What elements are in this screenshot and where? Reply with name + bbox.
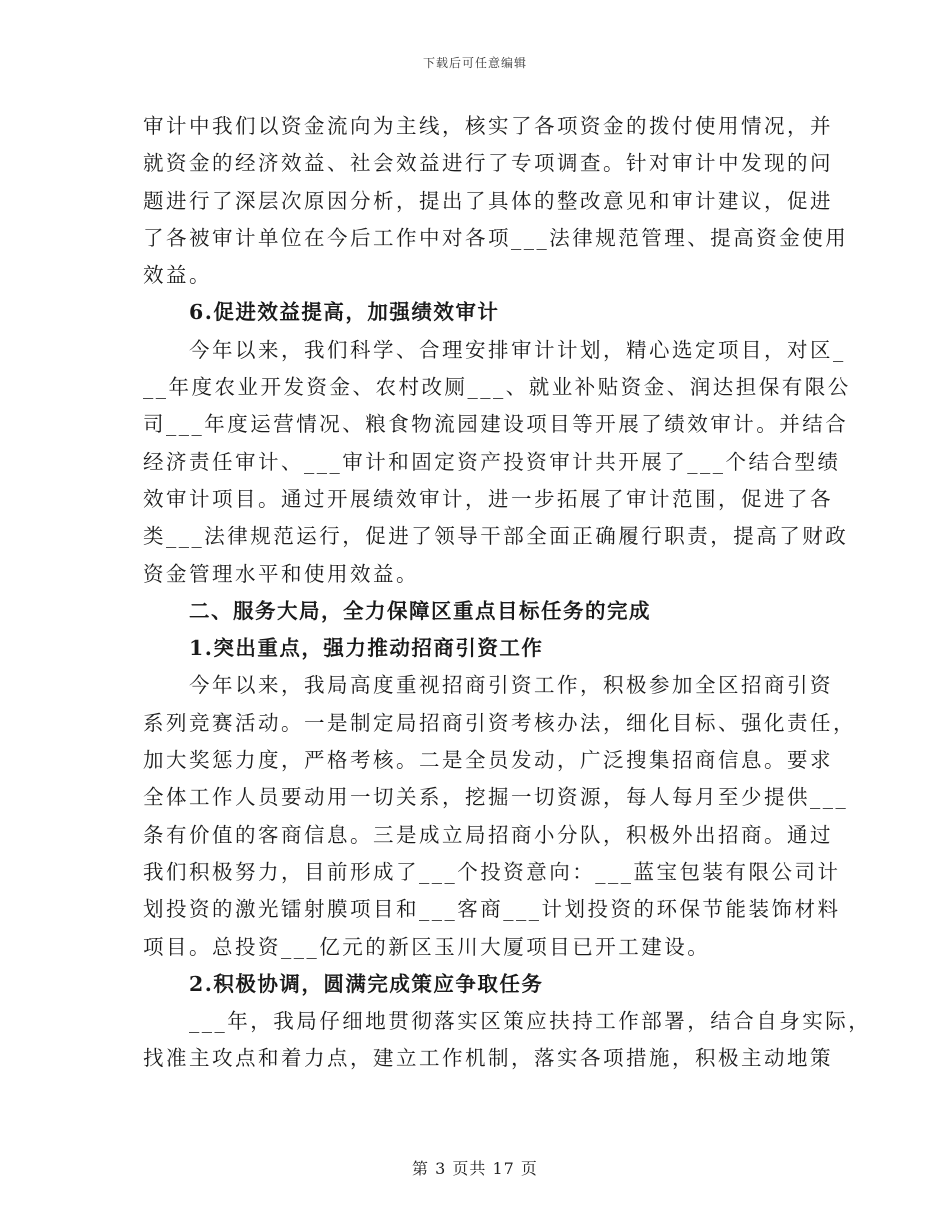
body-line: 效益。 xyxy=(143,263,212,288)
body-line: 系列竞赛活动。一是制定局招商引资考核办法，细化目标、强化责任， xyxy=(143,710,856,735)
body-line: 全体工作人员要动用一切关系，挖掘一切资源，每人每月至少提供___ xyxy=(143,785,849,810)
section-heading: 2.积极协调，圆满完成策应争取任务 xyxy=(189,971,544,996)
body-line: 项目。总投资___亿元的新区玉川大厦项目已开工建设。 xyxy=(143,934,711,959)
body-line: 我们积极努力，目前形成了___个投资意向：___蓝宝包装有限公司计 xyxy=(143,859,841,884)
document-body xyxy=(143,108,872,1078)
body-line: ___年，我局仔细地贯彻落实区策应扶持工作部署，结合自身实际， xyxy=(189,1009,872,1034)
body-line: 题进行了深层次原因分析，提出了具体的整改意见和审计建议，促进 xyxy=(143,188,833,213)
section-heading: 6.促进效益提高，加强绩效审计 xyxy=(189,300,500,325)
body-line: 司___年度运营情况、粮食物流园建设项目等开展了绩效审计。并结合 xyxy=(143,412,849,437)
body-line: __年度农业开发资金、农村改厕___、就业补贴资金、润达担保有限公 xyxy=(143,375,851,400)
body-line: 加大奖惩力度，严格考核。二是全员发动，广泛搜集招商信息。要求 xyxy=(143,748,833,773)
body-line: 条有价值的客商信息。三是成立局招商小分队，积极外出招商。通过 xyxy=(143,822,833,847)
body-line: 审计中我们以资金流向为主线，核实了各项资金的拨付使用情况，并 xyxy=(143,114,833,138)
body-line: 类___法律规范运行，促进了领导干部全面正确履行职责，提高了财政 xyxy=(143,524,849,549)
body-line: 找准主攻点和着力点，建立工作机制，落实各项措施，积极主动地策 xyxy=(143,1046,833,1071)
body-line: 今年以来，我局高度重视招商引资工作，积极参加全区招商引资 xyxy=(189,673,833,698)
body-line: 就资金的经济效益、社会效益进行了专项调查。针对审计中发现的问 xyxy=(143,151,833,176)
body-line: 了各被审计单位在今后工作中对各项___法律规范管理、提高资金使用 xyxy=(143,225,849,250)
body-line: 经济责任审计、___审计和固定资产投资审计共开展了___个结合型绩 xyxy=(143,449,841,474)
body-line: 资金管理水平和使用效益。 xyxy=(143,561,419,586)
body-line: 今年以来，我们科学、合理安排审计计划，精心选定项目，对区_ xyxy=(189,337,846,362)
page-number: 第 3 页共 17 页 xyxy=(412,1159,538,1178)
chapter-heading: 二、服务大局，全力保障区重点目标任务的完成 xyxy=(189,598,651,623)
body-line: 效审计项目。通过开展绩效审计，进一步拓展了审计范围，促进了各 xyxy=(143,486,833,511)
section-heading: 1.突出重点，强力推动招商引资工作 xyxy=(189,636,544,661)
header-note: 下载后可任意编辑 xyxy=(422,56,527,70)
body-line: 划投资的激光镭射膜项目和___客商___计划投资的环保节能装饰材料 xyxy=(143,897,841,922)
